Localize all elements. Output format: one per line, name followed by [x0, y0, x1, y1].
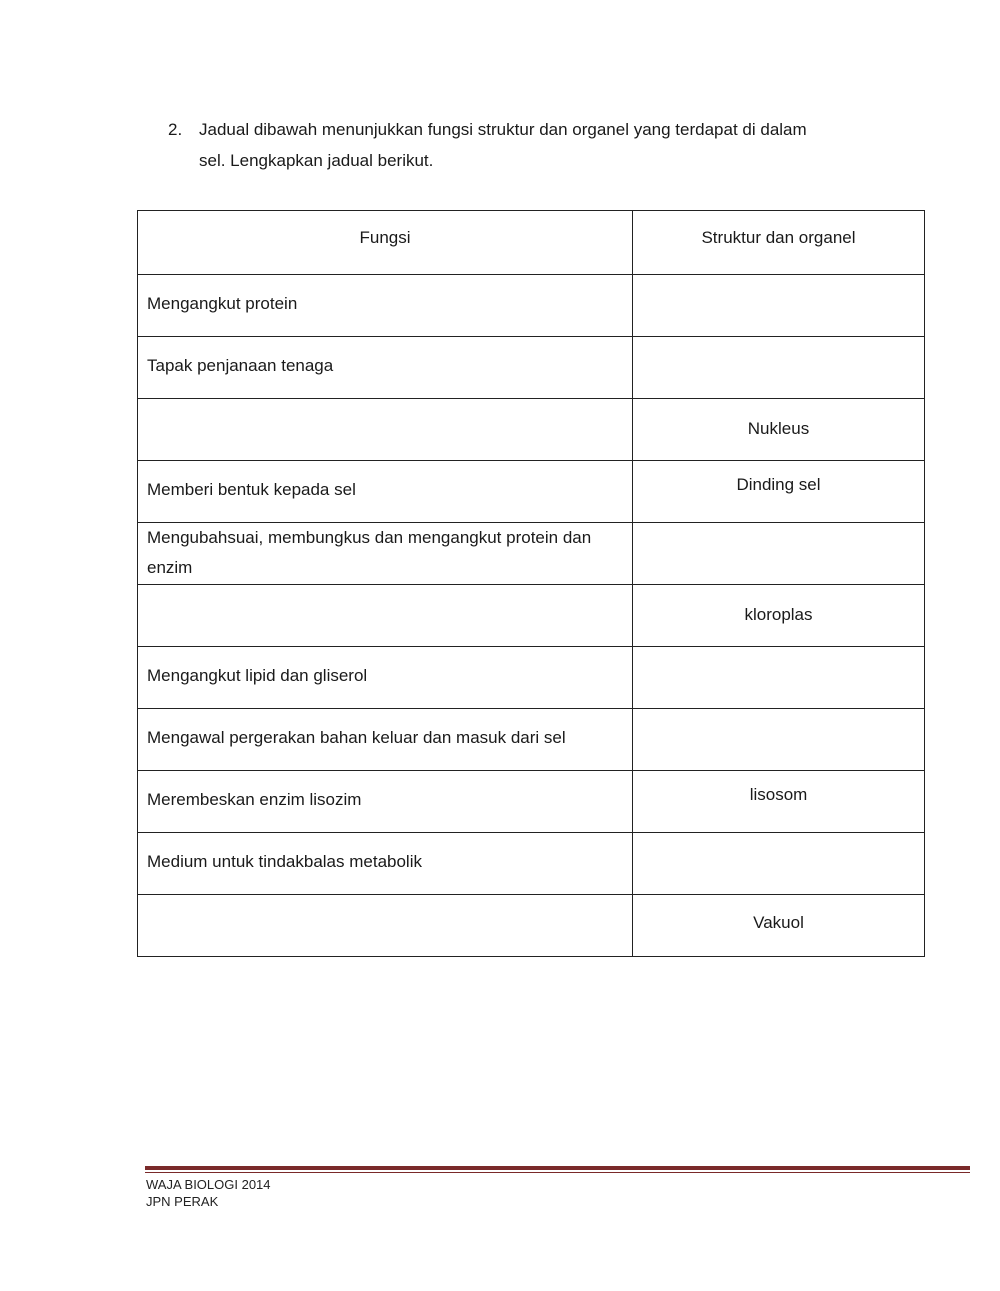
- fungsi-cell: Memberi bentuk kepada sel: [138, 461, 633, 523]
- table-row: [138, 709, 925, 771]
- function-organelle-table: [137, 210, 925, 957]
- table-row: [138, 399, 925, 461]
- footer: [146, 1176, 271, 1210]
- question-block: [168, 114, 868, 176]
- table-row: [138, 833, 925, 895]
- organel-answer-cell[interactable]: [633, 833, 925, 895]
- table-row: [138, 275, 925, 337]
- footer-divider: [145, 1166, 970, 1170]
- fungsi-cell: Tapak penjanaan tenaga: [138, 337, 633, 399]
- header-fungsi: Fungsi: [138, 211, 633, 275]
- organel-cell: Vakuol: [633, 895, 925, 957]
- organel-answer-cell[interactable]: [633, 337, 925, 399]
- organel-answer-cell[interactable]: [633, 275, 925, 337]
- table-row: [138, 895, 925, 957]
- table-row: [138, 585, 925, 647]
- question-number: 2.: [168, 120, 183, 139]
- organel-answer-cell[interactable]: [633, 647, 925, 709]
- fungsi-cell: Mengangkut protein: [138, 275, 633, 337]
- organel-cell: Dinding sel: [633, 461, 925, 523]
- organel-cell: Nukleus: [633, 399, 925, 461]
- footer-title: WAJA BIOLOGI 2014: [146, 1177, 271, 1192]
- organel-cell: lisosom: [633, 771, 925, 833]
- fungsi-answer-cell[interactable]: [138, 399, 633, 461]
- fungsi-answer-cell[interactable]: [138, 895, 633, 957]
- table-header-row: [138, 211, 925, 275]
- fungsi-cell: Mengangkut lipid dan gliserol: [138, 647, 633, 709]
- fungsi-cell: Merembeskan enzim lisozim: [138, 771, 633, 833]
- table-row: [138, 461, 925, 523]
- fungsi-cell: Mengubahsuai, membungkus dan mengangkut protein dan enzim: [138, 523, 633, 585]
- organel-answer-cell[interactable]: [633, 523, 925, 585]
- table-row: [138, 771, 925, 833]
- organel-answer-cell[interactable]: [633, 709, 925, 771]
- table-row: [138, 647, 925, 709]
- question-text: Jadual dibawah menunjukkan fungsi struktur dan organel yang terdapat di dalam sel. Lengkapkan jadual berikut.: [199, 120, 807, 170]
- table-row: [138, 337, 925, 399]
- fungsi-cell: Medium untuk tindakbalas metabolik: [138, 833, 633, 895]
- table-row: [138, 523, 925, 585]
- header-struktur-organel: Struktur dan organel: [633, 211, 925, 275]
- fungsi-answer-cell[interactable]: [138, 585, 633, 647]
- fungsi-cell: Mengawal pergerakan bahan keluar dan masuk dari sel: [138, 709, 633, 771]
- organel-cell: kloroplas: [633, 585, 925, 647]
- footer-divider-thin: [145, 1172, 970, 1173]
- footer-org: JPN PERAK: [146, 1194, 219, 1209]
